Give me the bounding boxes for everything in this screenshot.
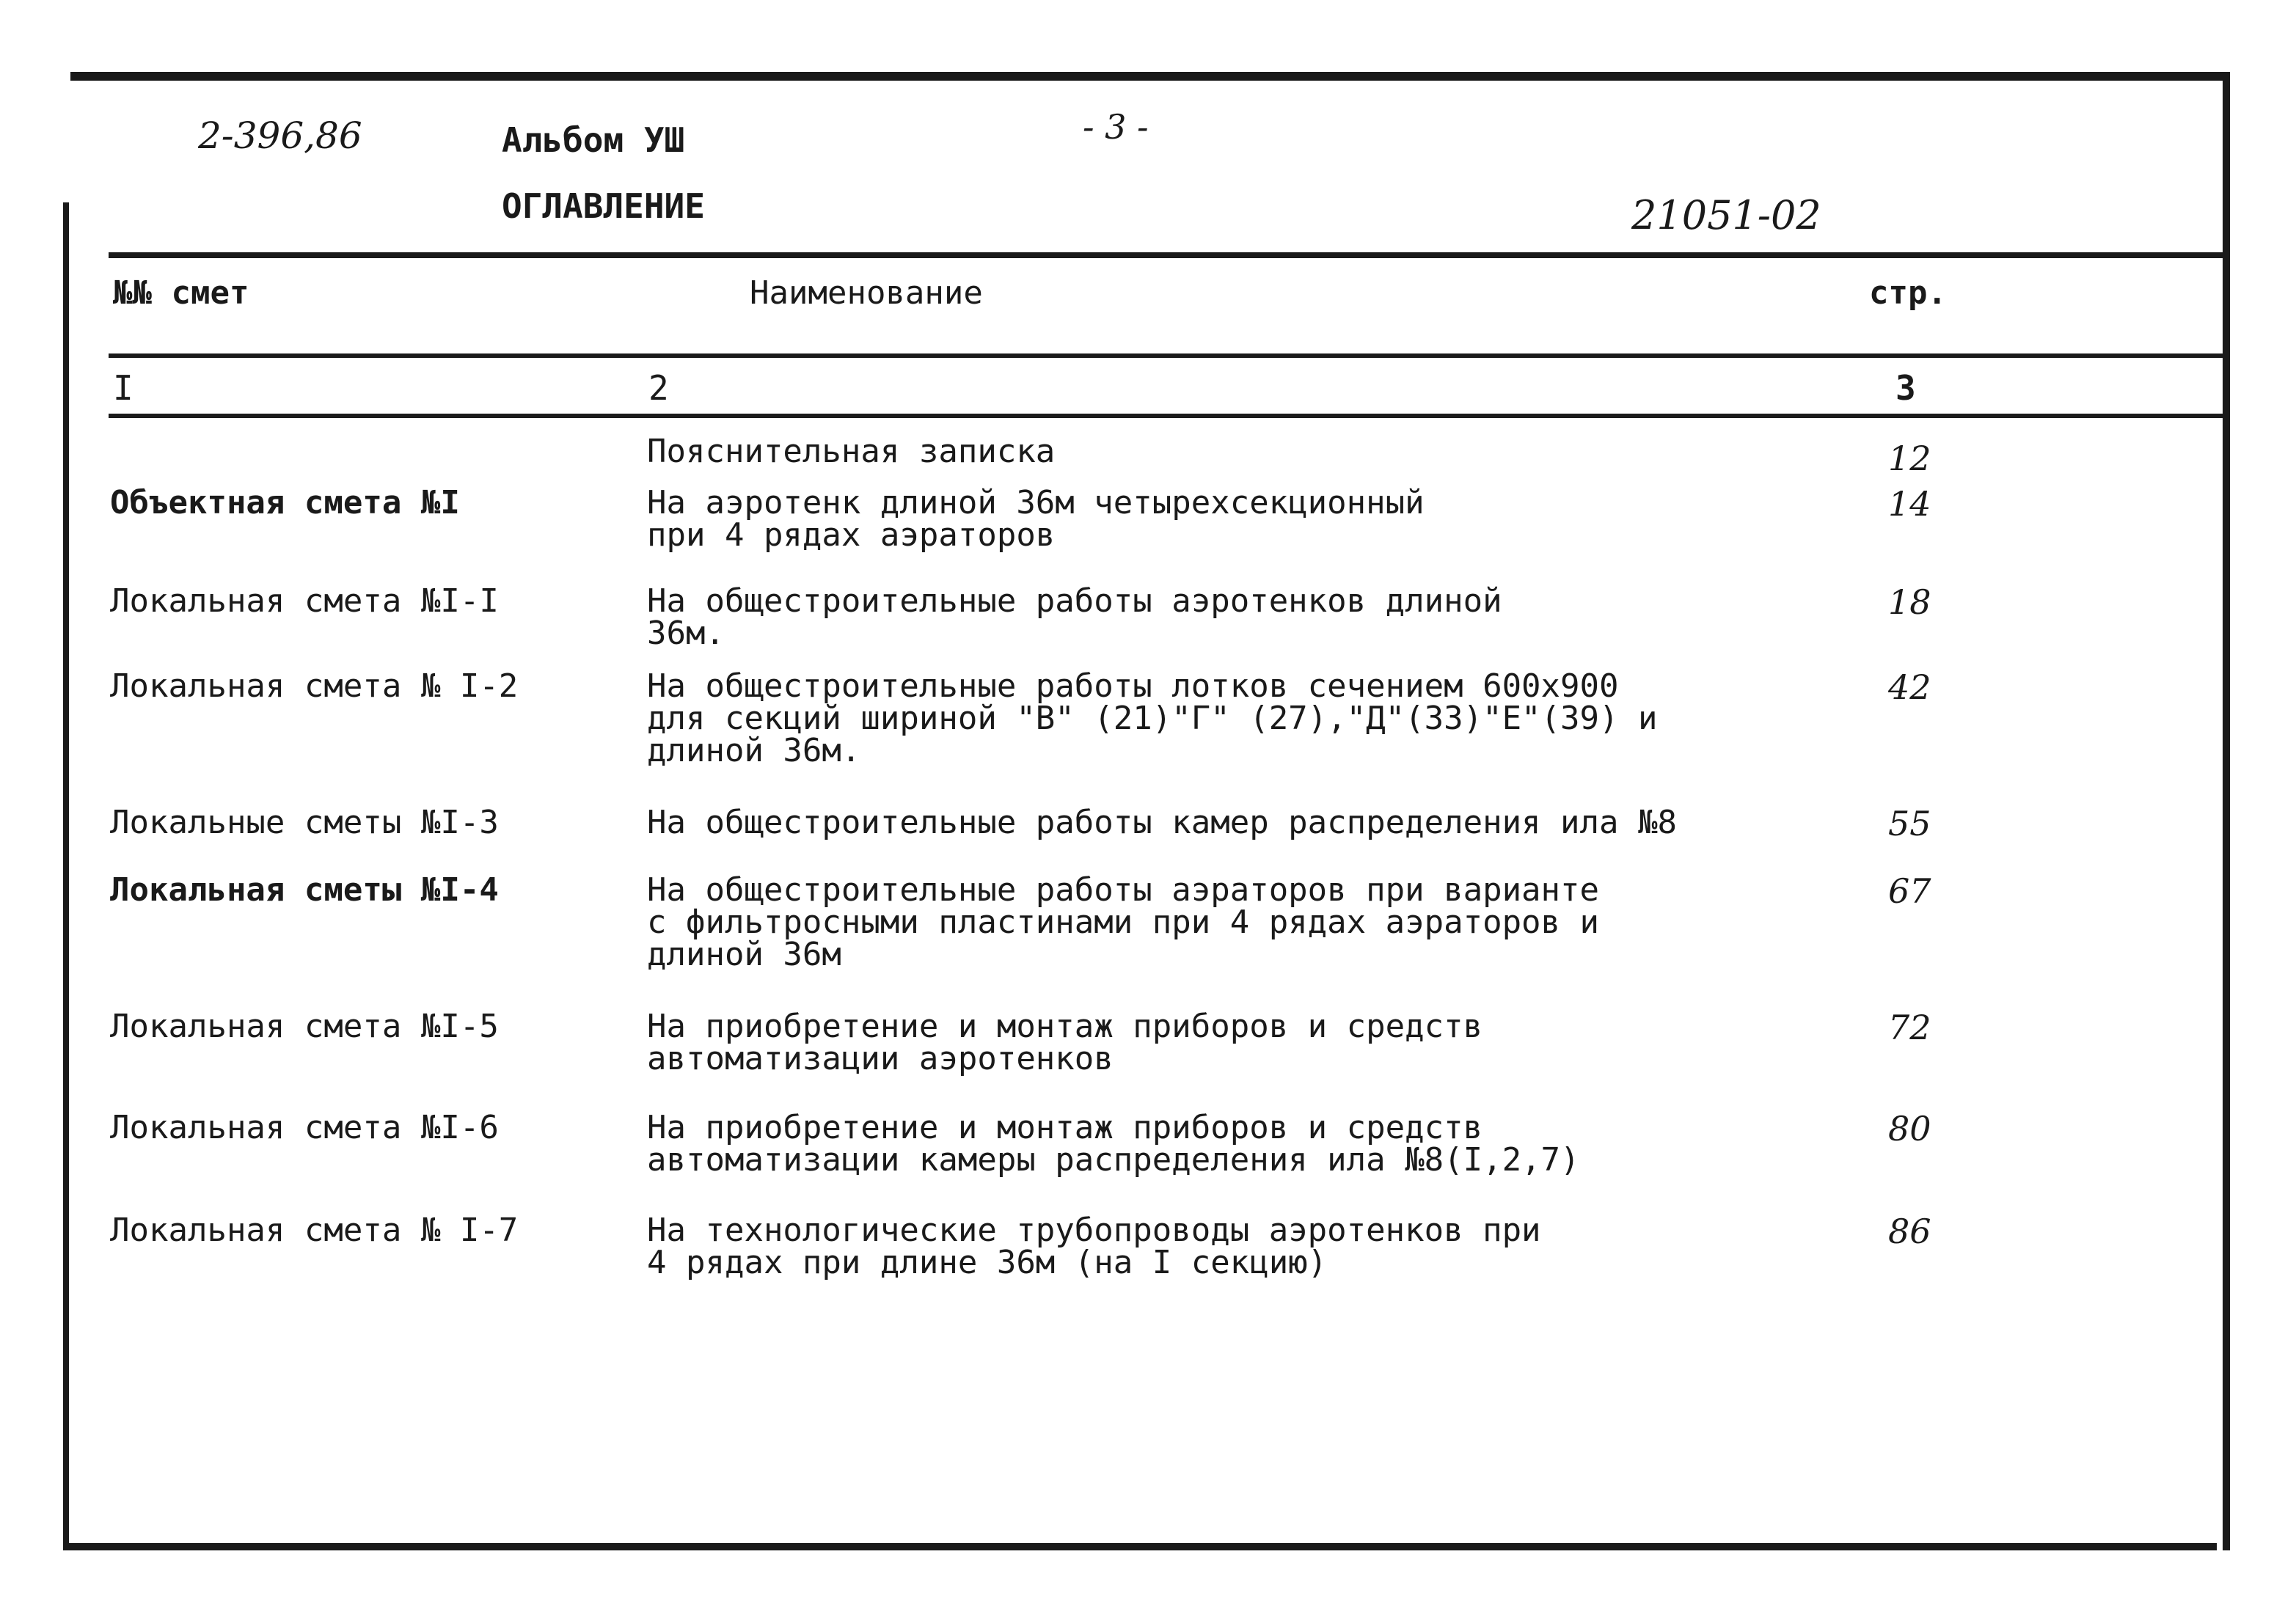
page-ref: 55 <box>1888 804 1931 843</box>
frame-right-border <box>2223 72 2230 1550</box>
estimate-number: Локальные сметы №I-3 <box>110 804 499 841</box>
page-ref: 67 <box>1888 871 1931 911</box>
column-header-estimate: №№ смет <box>113 274 249 312</box>
frame-bottom-border <box>63 1543 2217 1550</box>
estimate-name: На общестроительные работы аэраторов при варианте с фильтросными пластинами при 4 рядах аэраторов и длиной 36м <box>647 871 1600 973</box>
estimate-number: Локальная смета № I-2 <box>110 667 519 705</box>
estimate-name: На общестроительные работы лотков сечением 600х900 для секций шириной "В" (21)"Г" (27),"Д"(33)"Е"(39) и длиной 36м. <box>647 667 1658 769</box>
header-rule <box>109 353 2226 358</box>
album-label: Альбом УШ <box>502 120 685 160</box>
estimate-name: Пояснительная записка <box>647 433 1056 470</box>
page-ref: 86 <box>1888 1212 1931 1251</box>
frame-top-border <box>70 72 2230 81</box>
series-number: 2-396,86 <box>198 114 362 157</box>
column-header-page: стр. <box>1869 274 1947 312</box>
page-ref: 80 <box>1888 1109 1931 1148</box>
estimate-name: На приобретение и монтаж приборов и средств автоматизации камеры распределения ила №8(I,2,7) <box>647 1109 1580 1179</box>
estimate-name: На общестроительные работы камер распределения ила №8 <box>647 804 1677 841</box>
estimate-name: На приобретение и монтаж приборов и средств автоматизации аэротенков <box>647 1008 1483 1077</box>
page-ref: 12 <box>1888 439 1931 478</box>
page-number: - 3 - <box>1083 107 1149 147</box>
table-top-rule <box>109 252 2226 258</box>
page-ref: 14 <box>1888 484 1931 524</box>
estimate-number: Локальная смета №I-I <box>110 582 499 620</box>
frame-left-border <box>63 202 69 1550</box>
page-title: ОГЛАВЛЕНИЕ <box>502 186 705 226</box>
document-code: 21051-02 <box>1631 192 1821 238</box>
estimate-number: Локальная смета №I-5 <box>110 1008 499 1045</box>
column-number-3: 3 <box>1895 368 1916 408</box>
page-ref: 18 <box>1888 582 1931 622</box>
estimate-number: Локальная сметы №I-4 <box>110 871 499 909</box>
column-number-2: 2 <box>648 368 669 408</box>
page-ref: 42 <box>1888 667 1931 707</box>
estimate-name: На технологические трубопроводы аэротенков при 4 рядах при длине 36м (на I секцию) <box>647 1212 1541 1281</box>
column-number-rule <box>109 414 2226 418</box>
estimate-name: На аэротенк длиной 36м четырехсекционный при 4 рядах аэраторов <box>647 484 1425 554</box>
estimate-number: Локальная смета № I-7 <box>110 1212 519 1249</box>
column-header-name: Наименование <box>750 274 983 312</box>
estimate-number: Объектная смета №I <box>110 484 460 521</box>
column-number-1: I <box>113 368 134 408</box>
page-ref: 72 <box>1888 1008 1931 1047</box>
estimate-name: На общестроительные работы аэротенков длиной 36м. <box>647 582 1502 652</box>
estimate-number: Локальная смета №I-6 <box>110 1109 499 1146</box>
